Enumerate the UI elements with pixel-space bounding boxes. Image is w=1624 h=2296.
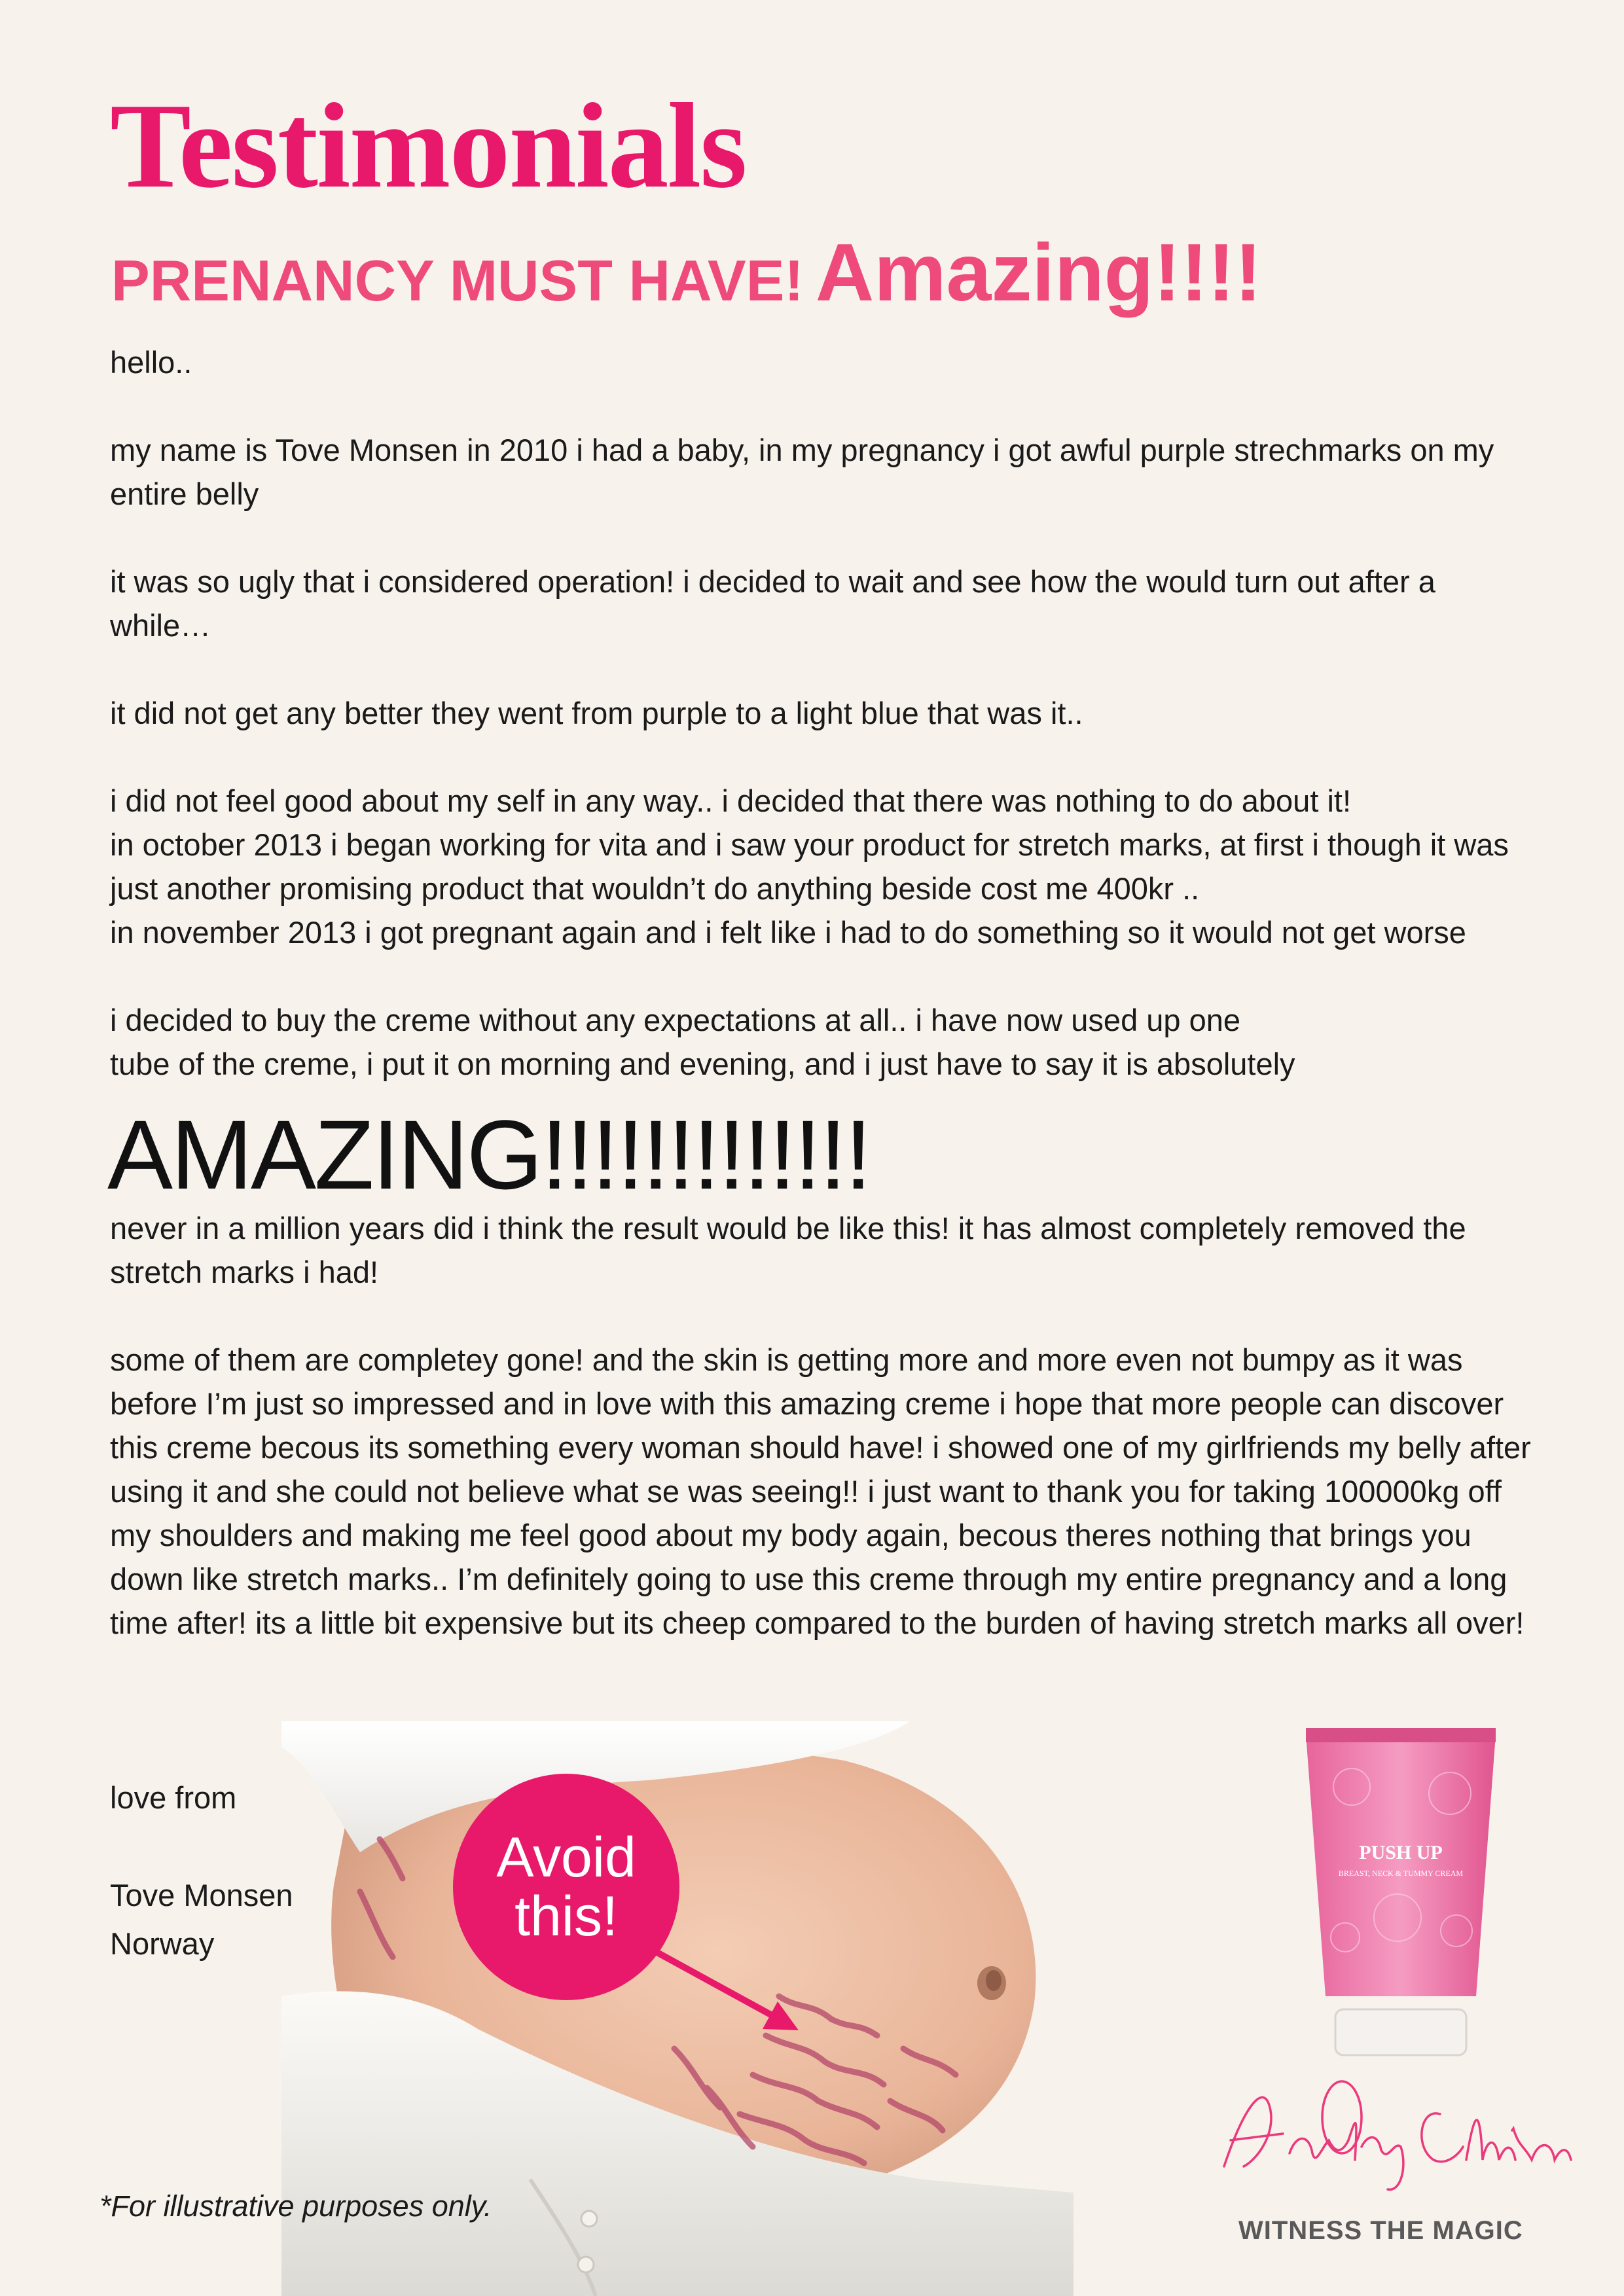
brand-signature-logo (1204, 2068, 1584, 2193)
signoff (110, 1774, 293, 1968)
letter-paragraph: my name is Tove Monsen in 2010 i had a baby, in my pregnancy i got awful purple strechmarks on my entire belly (110, 433, 1494, 511)
letter-paragraph (110, 779, 1537, 954)
letter-paragraph (107, 998, 1537, 1210)
signoff-name: Tove Monsen (110, 1878, 293, 1912)
callout-line: this! (514, 1885, 618, 1948)
subtitle (111, 228, 1262, 318)
subtitle-lead: PRENANCY MUST HAVE! (111, 248, 804, 313)
product-name: PUSH UP (1359, 1842, 1443, 1863)
testimonial-letter (107, 340, 1537, 1689)
letter-paragraph: it did not get any better they went from purple to a light blue that was it.. (110, 696, 1083, 730)
product-tube-image (1299, 1721, 1502, 2062)
brand-tagline: WITNESS THE MAGIC (1238, 2216, 1523, 2245)
letter-paragraph: some of them are completey gone! and the skin is getting more and more even not bumpy as it was before I’m just so impressed and in love with this amazing creme i hope that more people can discover this creme becous its something every woman should have! i showed one of my girlfriends my belly after using it and she could not believe what se was seeing!! i just want to thank you for taking 100000kg off my shoulders and making me feel good about my body again, becous theres nothing that brings you down like stretch marks.. I’m definitely going to use this creme through my entire pregnancy and a long time after! its a little bit expensive but its cheep compared to the burden of having stretch marks all over! (110, 1342, 1531, 1640)
letter-line: tube of the creme, i put it on morning and evening, and i just have to say it is absolutely (110, 1047, 1295, 1081)
letter-line: i did not feel good about my self in any way.. i decided that there was nothing to do about it! (110, 783, 1351, 818)
letter-greeting: hello.. (110, 345, 192, 380)
page-title: Testimonials (110, 79, 746, 213)
disclaimer: *For illustrative purposes only. (99, 2189, 492, 2223)
product-subtitle: BREAST, NECK & TUMMY CREAM (1338, 1869, 1464, 1878)
signoff-closing: love from (110, 1780, 237, 1815)
letter-line: i decided to buy the creme without any expectations at all.. i have now used up one (110, 1003, 1241, 1037)
subtitle-emphasis: Amazing!!!! (815, 228, 1262, 318)
big-amazing-text: AMAZING!!!!!!!!!!!!! (107, 1100, 871, 1210)
letter-paragraph: it was so ugly that i considered operation! i decided to wait and see how the would turn out after a while… (110, 564, 1435, 643)
arrow-icon (628, 1931, 812, 2042)
callout-line: Avoid (496, 1825, 636, 1889)
letter-paragraph: never in a million years did i think the result would be like this! it has almost completely removed the stretch marks i had! (110, 1211, 1466, 1289)
letter-line: in october 2013 i began working for vita and i saw your product for stretch marks, at first i though it was just another promising product that wouldn’t do anything beside cost me 400kr .. (110, 827, 1509, 906)
letter-line: in november 2013 i got pregnant again and i felt like i had to do something so it would not get worse (110, 915, 1466, 950)
signoff-country: Norway (110, 1926, 215, 1961)
